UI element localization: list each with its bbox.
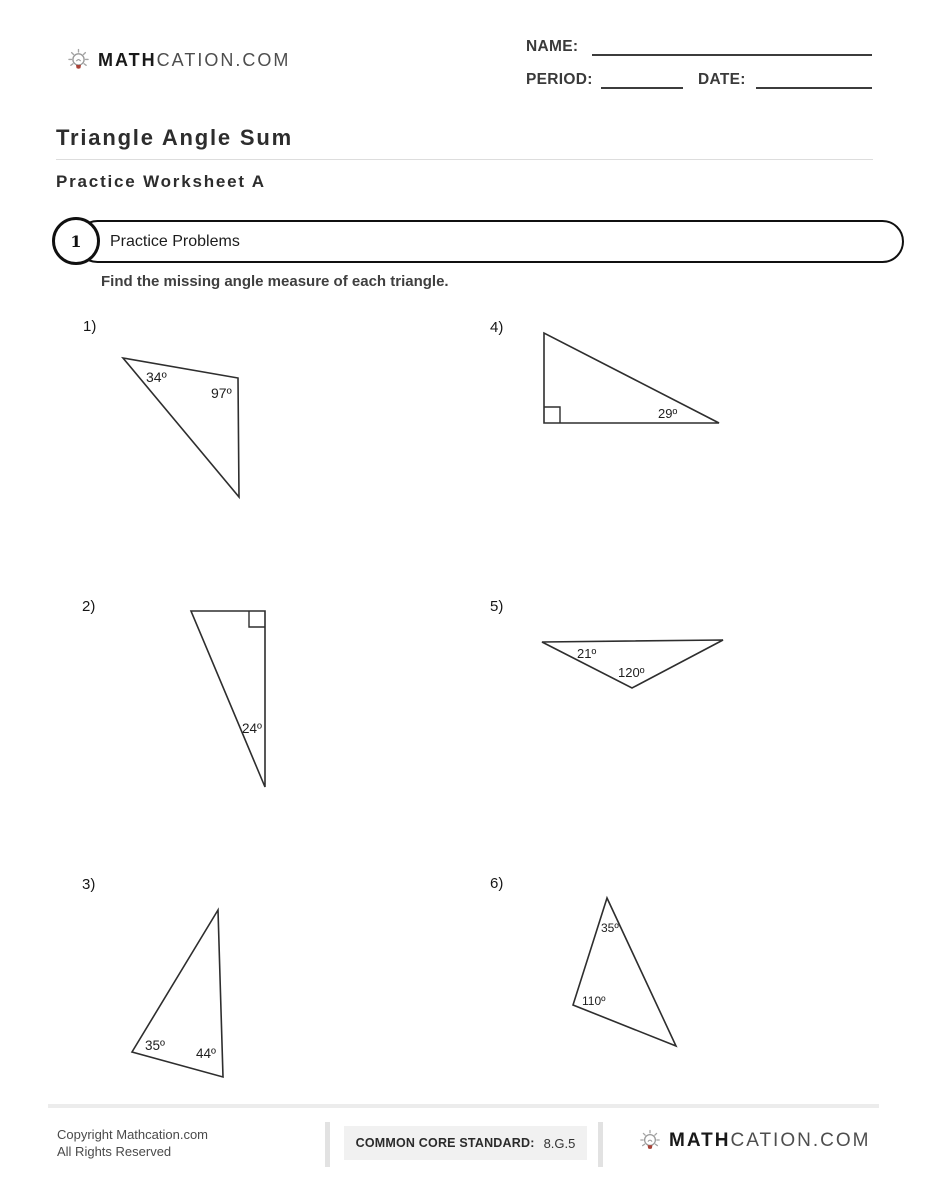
title-divider	[56, 159, 873, 160]
page-title: Triangle Angle Sum	[56, 125, 293, 150]
right-angle-marker	[249, 611, 265, 627]
footer-logo	[638, 1128, 870, 1154]
problem-number: 6)	[490, 875, 504, 892]
angle-label: 24º	[242, 721, 262, 736]
angle-label: 97º	[211, 385, 232, 401]
angle-label: 35º	[601, 921, 619, 935]
name-line	[592, 54, 872, 56]
lightbulb-icon	[66, 47, 91, 74]
triangle-outline	[573, 898, 676, 1046]
problem-number: 2)	[82, 598, 96, 615]
section-number-badge: 1	[52, 217, 100, 265]
angle-label: 34º	[146, 369, 167, 385]
date-line	[756, 87, 872, 89]
brand-light: CATION.COM	[156, 50, 291, 70]
standard-value: 8.G.5	[543, 1135, 576, 1151]
triangle-figure	[105, 345, 255, 505]
triangle-figure	[535, 628, 730, 696]
triangle-figure	[535, 325, 730, 430]
problem-number: 5)	[490, 598, 504, 615]
angle-label: 120º	[618, 665, 645, 680]
triangle-outline	[123, 358, 239, 497]
triangle-outline	[542, 640, 723, 688]
brand-light: CATION.COM	[730, 1130, 871, 1151]
angle-label: 35º	[145, 1038, 165, 1053]
angle-label: 29º	[658, 406, 678, 421]
lightbulb-icon	[638, 1128, 662, 1154]
problem-number: 3)	[82, 876, 96, 893]
triangle-figure	[125, 900, 235, 1085]
problem-number: 1)	[83, 318, 97, 335]
common-core-box	[344, 1126, 587, 1160]
header-logo	[66, 47, 290, 74]
period-line	[601, 87, 683, 89]
triangle-figure	[180, 600, 275, 795]
triangle-figure	[565, 890, 685, 1055]
date-label: DATE:	[698, 71, 746, 88]
footer-copyright	[57, 1126, 208, 1160]
angle-label: 44º	[196, 1046, 216, 1061]
copyright-line2: All Rights Reserved	[57, 1144, 172, 1159]
period-label: PERIOD:	[526, 71, 593, 88]
brand-bold: MATH	[669, 1130, 731, 1151]
right-angle-marker	[544, 407, 560, 423]
footer-separator-bar	[598, 1122, 603, 1167]
name-label: NAME:	[526, 38, 579, 55]
triangle-outline	[191, 611, 265, 787]
brand-text	[669, 1130, 870, 1152]
section-instruction: Find the missing angle measure of each triangle.	[101, 273, 449, 290]
footer-separator-bar	[325, 1122, 330, 1167]
angle-label: 110º	[582, 994, 606, 1008]
page-subtitle: Practice Worksheet A	[56, 172, 266, 191]
footer-divider	[48, 1104, 879, 1108]
angle-label: 21º	[577, 646, 597, 661]
section-banner: Practice Problems	[76, 220, 904, 263]
triangle-outline	[544, 333, 719, 423]
standard-label: COMMON CORE STANDARD:	[355, 1136, 535, 1150]
problem-number: 4)	[490, 319, 504, 336]
copyright-line1: Copyright Mathcation.com	[57, 1127, 209, 1142]
brand-bold: MATH	[98, 50, 157, 70]
brand-text	[98, 50, 290, 71]
